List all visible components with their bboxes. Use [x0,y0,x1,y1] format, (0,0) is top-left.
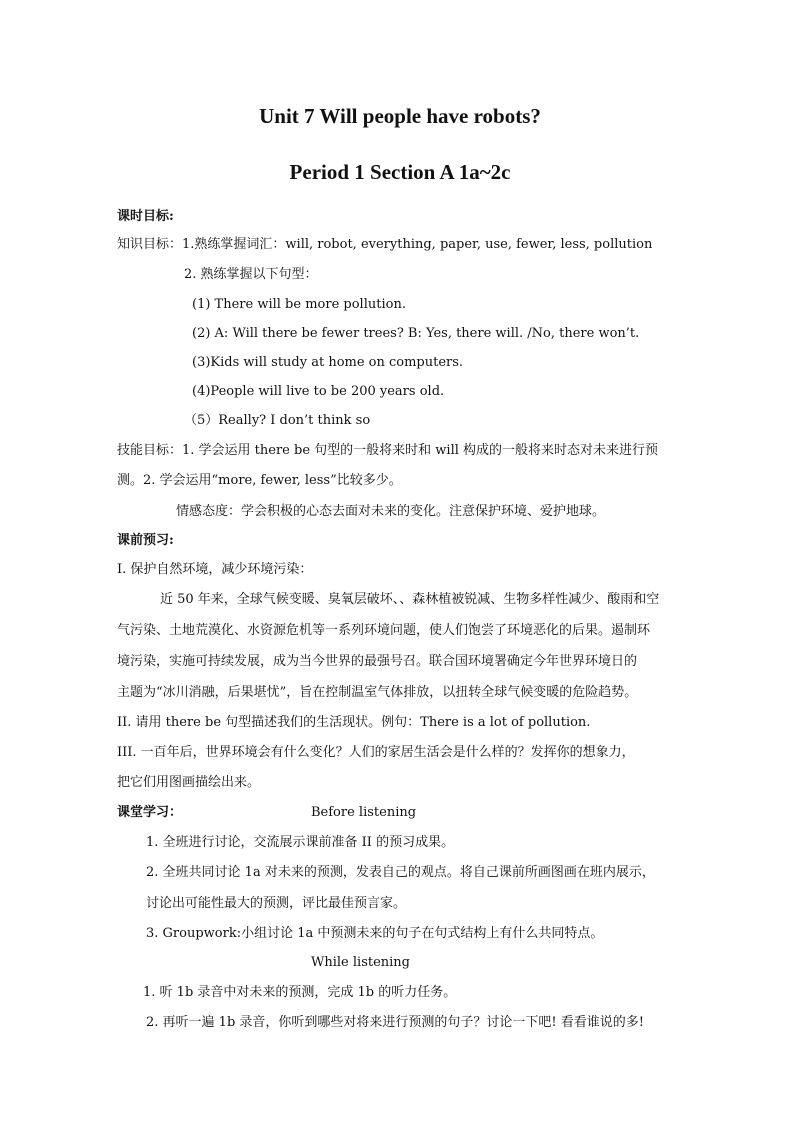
class-item: 2. 全班共同讨论 1a 对未来的预测，发表自己的观点。将自己课前所画图画在班内展示， [146,865,655,880]
page-title: Unit 7 Will people have robots? [259,104,541,128]
knowledge-objectives: 知识目标：1.熟练掌握词汇：will, robot, everything, paper, use, fewer, less, pollution [117,237,653,252]
class-item: 3. Groupwork:小组讨论 1a 中预测未来的句子在句式结构上有什么共同特点。 [146,926,604,941]
page-subtitle: Period 1 Section A 1a~2c [289,160,511,184]
environment-paragraph: 近 50 年来，全球气候变暖、臭氧层破坏、、森林植被锐减、生物多样性减少、酸雨和空 [160,592,660,607]
while-item: 1. 听 1b 录音中对未来的预测，完成 1b 的听力任务。 [143,985,457,1000]
preview-item-3-cont: 把它们用图画描绘出来。 [117,775,261,790]
while-listening-label: While listening [311,955,411,970]
environment-paragraph: 气污染、土地荒漠化、水资源危机等一系列环境问题，使人们饱尝了环境恶化的后果。遏制环 [117,623,651,638]
sentence-pattern: (2) A: Will there be fewer trees? B: Yes, there will. /No, there won’t. [192,326,640,341]
sentence-pattern: (4)People will live to be 200 years old. [192,384,445,399]
before-listening-label: Before listening [311,805,417,820]
sentence-pattern: (3)Kids will study at home on computers. [192,355,464,370]
preview-item-2: II. 请用 there be 句型描述我们的生活现状。例句：There is a lot of pollution. [117,715,591,730]
while-item: 2. 再听一遍 1b 录音，你听到哪些对将来进行预测的句子？讨论一下吧! 看看谁说的多! [146,1015,644,1030]
class-heading: 课堂学习： [117,805,183,820]
preview-heading: 课前预习: [117,533,174,548]
sentence-pattern: （5）Really? I don’t think so [184,413,371,428]
preview-item-3: III. 一百年后，世界环境会有什么变化？人们的家居生活会是什么样的？发挥你的想象力， [117,745,635,760]
environment-paragraph: 主题为“冰川消融，后果堪忧”，旨在控制温室气体排放，以扭转全球气候变暖的危险趋势。 [117,685,638,700]
knowledge-item-2: 2. 熟练掌握以下句型： [184,267,318,282]
environment-paragraph: 境污染，实施可持续发展，成为当今世界的最强号召。联合国环境署确定今年世界环境日的 [117,654,638,669]
emotion-objectives: 情感态度：学会积极的心态去面对未来的变化。注意保护环境、爱护地球。 [176,504,606,519]
preview-item-1: I. 保护自然环境，减少环境污染： [117,562,313,577]
class-item: 1. 全班进行讨论，交流展示课前准备 II 的预习成果。 [146,835,455,850]
skill-objectives: 技能目标：1. 学会运用 there be 句型的一般将来时和 will 构成的一般将来时态对未来进行预 [117,443,659,458]
skill-objectives-cont: 测。2. 学会运用“more, fewer, less”比较多少。 [117,473,402,488]
class-item: 讨论出可能性最大的预测，评比最佳预言家。 [146,896,407,911]
objectives-heading: 课时目标: [117,209,174,224]
sentence-pattern: (1) There will be more pollution. [192,297,406,312]
